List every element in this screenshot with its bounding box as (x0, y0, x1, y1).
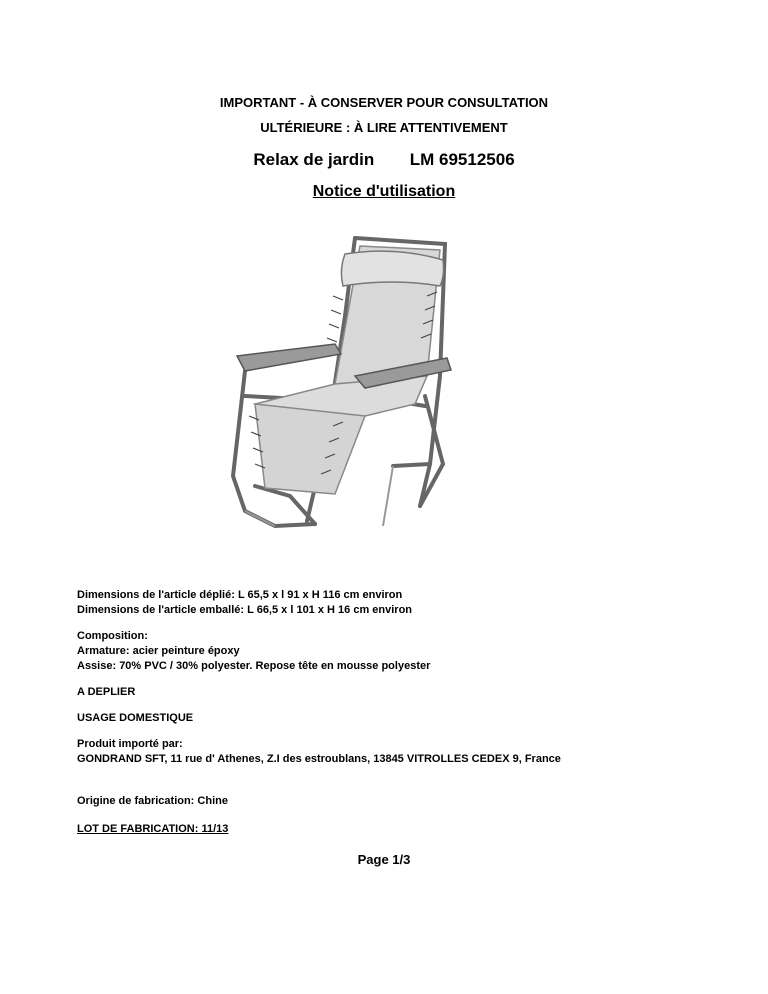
unfold-note: A DEPLIER (77, 686, 136, 698)
origin-note: Origine de fabrication: Chine (77, 795, 228, 807)
product-title (0, 150, 768, 170)
lot-number: LOT DE FABRICATION: 11/13 (77, 823, 229, 835)
dimensions-packed: Dimensions de l'article emballé: L 66,5 x l 101 x H 16 cm environ (77, 604, 413, 616)
composition-label: Composition: (77, 630, 148, 642)
dimensions-unfolded: Dimensions de l'article déplié: L 65,5 x l 91 x H 116 cm environ (77, 589, 403, 601)
document-subtitle: Notice d'utilisation (312, 183, 456, 200)
product-code: LM 69512506 (409, 150, 515, 169)
importer-address: GONDRAND SFT, 11 rue d' Athenes, Z.I des estroublans, 13845 VITROLLES CEDEX 9, France (77, 753, 561, 765)
header-line-1: IMPORTANT - À CONSERVER POUR CONSULTATION (219, 95, 549, 110)
product-name: Relax de jardin (253, 150, 375, 169)
header-line-2: ULTÉRIEURE : À LIRE ATTENTIVEMENT (260, 120, 508, 135)
composition-frame: Armature: acier peinture époxy (77, 645, 240, 657)
garden-recliner-chair-photo (215, 226, 467, 534)
page-number: Page 1/3 (357, 852, 411, 867)
usage-note: USAGE DOMESTIQUE (77, 712, 194, 724)
importer-label: Produit importé par: (77, 738, 183, 750)
composition-seat: Assise: 70% PVC / 30% polyester. Repose tête en mousse polyester (77, 660, 431, 672)
